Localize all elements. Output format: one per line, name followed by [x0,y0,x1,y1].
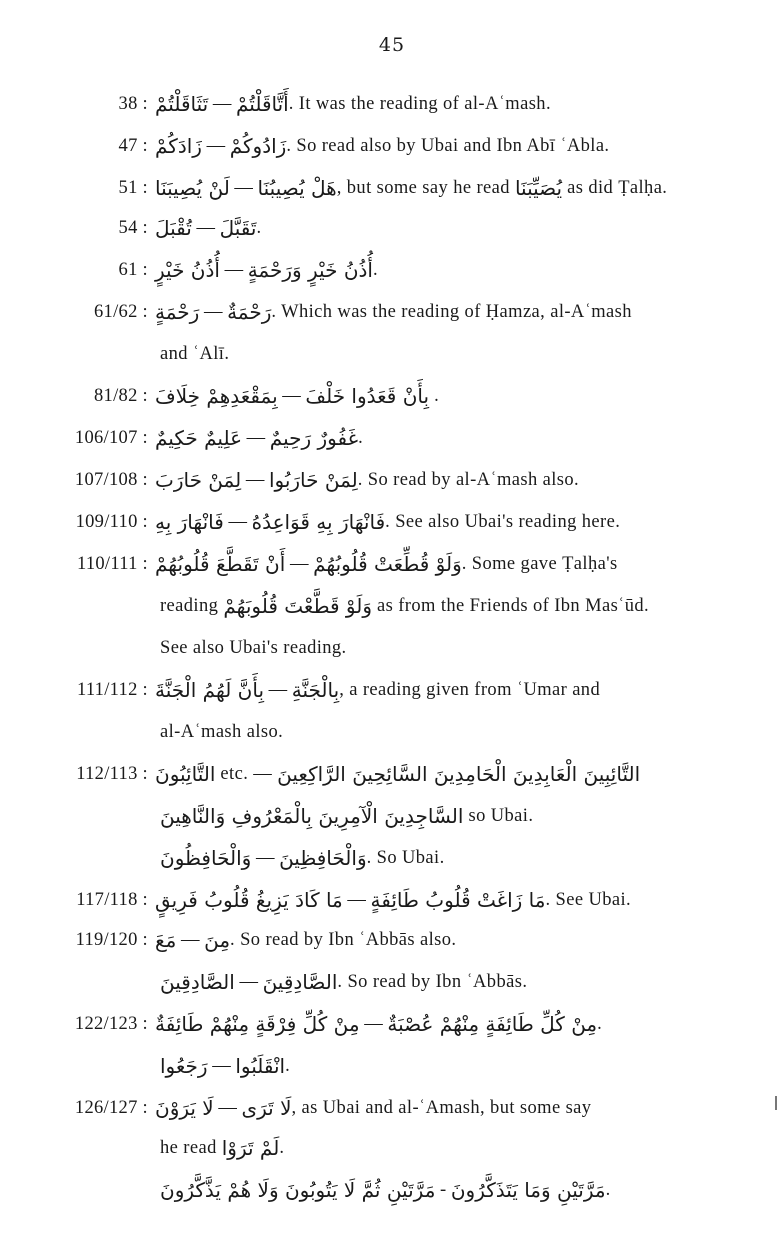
note-text: reading [160,596,224,616]
verse-number: 38 : [118,94,148,114]
entry-109-110 [0,502,784,542]
note-text: . So Ubai. [366,848,445,868]
verse-number: 126/127 : [74,1098,148,1118]
note-text: . So read by Ibn ʿAbbās. [337,972,528,992]
verse-number: 81/82 : [93,386,148,406]
dash: — [359,1014,388,1034]
entry-110-111 [0,544,784,584]
entry-117-118 [0,880,784,920]
note-text: he read [160,1138,222,1158]
arabic-variant: أُذُنُ خَيْرٍ [155,258,220,282]
dash: — [229,178,258,198]
dash: — [191,218,220,238]
arabic-standard: الصَّادِقِينَ [262,970,338,994]
verse-number: 54 : [118,218,148,238]
dash: — [264,680,292,700]
note-text: . [429,386,440,406]
entry-119-120-continuation [0,962,784,1002]
dash: — [277,386,306,406]
arabic-alt-reading: يُصَيِّبَنَا [514,176,563,200]
arabic-variant: مَرَّتَيْنِ ثُمَّ لَا يَتُوبُونَ وَلَا هُمْ يَذَّكَّرُونَ [160,1178,436,1202]
note-text: . [605,1180,611,1200]
arabic-alt-reading: وَلَوْ قَطَّعْتَ قُلُوبَهُمْ [223,594,372,618]
entry-61-62 [0,292,784,332]
arabic-standard: أَتَّاقَلْتُمْ [235,92,289,116]
entry-61 [0,250,784,290]
note-text: . So read also by Ubai and Ibn Abī ʿAbla. [286,136,610,156]
entry-122-123 [0,1004,784,1044]
dash: — [219,260,248,280]
note-text: . Some gave Ṭalḥa's [461,554,618,574]
arabic-standard: بِالْجَنَّةِ [291,678,340,702]
scan-edge-mark [775,1096,777,1110]
note-text: See also Ubai's reading. [160,638,347,658]
verse-number: 107/108 : [74,470,148,490]
note-text: . See Ubai. [545,890,632,910]
arabic-variant: مَعَ [155,928,177,952]
arabic-standard: غَفُورٌ رَحِيمٌ [269,426,359,450]
entry-47 [0,126,784,166]
note-text: . Which was the reading of Ḥamza, al-Aʿmash [271,302,632,322]
dash: — [342,890,371,910]
entry-38 [0,84,784,124]
arabic-variant: تُقْبَلَ [155,216,192,240]
note-text: . So read by al-Aʿmash also. [357,470,580,490]
arabic-variant: عَلِيمٌ حَكِيمٌ [155,426,243,450]
arabic-variant: لَا يَرَوْنَ [155,1096,214,1120]
arabic-variant: أَنْ تَقَطَّعَ قُلُوبُهُمْ [155,552,286,576]
verse-number: 47 : [118,136,148,156]
note-text: , but some say he read [336,178,515,198]
arabic-standard: لِمَنْ حَارَبُوا [268,468,358,492]
dash: — [199,302,228,322]
entry-119-120 [0,920,784,960]
arabic-standard: تَقَبَّلَ [219,216,257,240]
note-text: . [279,1138,285,1158]
entry-111-112 [0,670,784,710]
arabic-standard: لَا تَرَى [241,1096,292,1120]
note-text: . So read by Ibn ʿAbbās also. [230,930,457,950]
dash: — [241,470,269,490]
arabic-standard: زَادُوكُمْ [229,134,287,158]
arabic-variant: بِمَقْعَدِهِمْ خِلَافَ [155,384,278,408]
dash: — [223,512,252,532]
note-text: so Ubai. [463,806,534,826]
note-text: , as Ubai and al-ʿAmash, but some say [291,1098,592,1118]
note-text: . [358,428,364,448]
entry-54 [0,208,784,248]
arabic-standard: مِنْ كُلِّ طَائِفَةٍ مِنْهُمْ عُصْبَةٌ [387,1012,598,1036]
arabic-variant: مِنْ كُلِّ فِرْقَةٍ مِنْهُمْ طَائِفَةٌ [155,1012,360,1036]
note-text: , a reading given from ʿUmar and [339,680,601,700]
entry-81-82 [0,376,784,416]
arabic-variant: السَّاجِدِينَ الْآمِرِينَ بِالْمَعْرُوفِ وَالنَّاهِينَ [160,804,464,828]
verse-number: 119/120 : [75,930,148,950]
dash: — [234,972,263,992]
entry-112-113-continuation [0,796,784,836]
verse-number: 110/111 : [76,554,148,574]
entry-112-113 [0,754,784,794]
arabic-alt-reading: لَمْ تَرَوْا [221,1136,280,1160]
note-text: and ʿAlī. [160,344,230,364]
arabic-variant: فَانْهَارَ بِهِ [155,510,224,534]
entry-110-111-continuation-2 [0,628,784,668]
dash: - [435,1180,451,1200]
arabic-standard: مَا زَاغَتْ قُلُوبُ طَائِفَةٍ [370,888,546,912]
verse-number: 61/62 : [93,302,148,322]
arabic-standard: مَرَّتَيْنِ وَمَا يَتَذَكَّرُونَ [450,1178,606,1202]
arabic-variant: بِأَنَّ لَهُمُ الْجَنَّةَ [155,678,265,702]
dash: — [207,1056,236,1076]
entry-107-108 [0,460,784,500]
page-number: 45 [378,34,406,56]
note-text: . See also Ubai's reading here. [385,512,621,532]
arabic-variant: زَادَكُمْ [155,134,202,158]
dash: — [285,554,314,574]
verse-number: 112/113 : [76,764,148,784]
arabic-variant: رَحْمَةٍ [155,300,200,324]
entry-111-112-continuation [0,712,784,752]
note-text: . [597,1014,603,1034]
arabic-standard: وَالْحَافِظِينَ [279,846,367,870]
verse-number: 117/118 : [76,890,148,910]
note-text: etc. — [215,764,278,784]
arabic-variant: لِمَنْ حَارَبَ [155,468,242,492]
arabic-standard: فَانْهَارَ بِهِ قَوَاعِدُهُ [251,510,386,534]
verse-number: 109/110 : [75,512,148,532]
verse-number: 111/112 : [76,680,148,700]
note-text: . [285,1056,291,1076]
verse-number: 106/107 : [74,428,148,448]
arabic-standard: التَّائِبُونَ [155,762,216,786]
note-text: . [256,218,262,238]
verse-number: 122/123 : [74,1014,148,1034]
dash: — [251,848,280,868]
entry-106-107 [0,418,784,458]
entry-126-127-continuation [0,1128,784,1168]
entry-61-62-continuation [0,334,784,374]
verse-number: 51 : [118,178,148,198]
arabic-variant: رَجَعُوا [160,1054,208,1078]
entry-51 [0,168,784,208]
arabic-standard: أُذُنُ خَيْرٍ وَرَحْمَةٍ [247,258,373,282]
arabic-variant: التَّائِبِينَ الْعَابِدِينَ الْحَامِدِينَ السَّائِحِينَ الرَّاكِعِينَ [277,762,641,786]
arabic-standard: بِأَنْ قَعَدُوا خَلْفَ [305,384,430,408]
arabic-variant: لَنْ يُصِيبَنَا [155,176,230,200]
dash: — [213,1098,242,1118]
entry-126-127 [0,1088,784,1128]
arabic-standard: هَلْ يُصِيبُنَا [257,176,337,200]
arabic-standard: وَلَوْ قُطِّعَتْ قُلُوبُهُمْ [313,552,462,576]
arabic-standard: انْقَلَبُوا [235,1054,286,1078]
dash: — [176,930,205,950]
note-text: . [372,260,378,280]
note-text: . It was the reading of al-Aʿmash. [288,94,551,114]
arabic-variant: وَالْحَافِظُونَ [160,846,252,870]
arabic-variant: مَا كَادَ يَزِيغُ قُلُوبُ فَرِيقٍ [155,888,343,912]
entry-126-127-continuation-2 [0,1170,784,1210]
verse-number: 61 : [118,260,148,280]
entry-112-113-continuation-2 [0,838,784,878]
arabic-variant: تَثَاقَلْتُمْ [155,92,209,116]
entry-122-123-continuation [0,1046,784,1086]
dash: — [242,428,270,448]
arabic-variant: الصَّادِقِينَ [160,970,235,994]
dash: — [201,136,230,156]
arabic-standard: رَحْمَةٌ [227,300,272,324]
arabic-standard: مِنَ [204,928,231,952]
entry-110-111-continuation [0,586,784,626]
note-text: as did Ṭalḥa. [562,178,668,198]
dash: — [208,94,236,114]
note-text: as from the Friends of Ibn Masʿūd. [371,596,650,616]
note-text: al-Aʿmash also. [160,722,284,742]
